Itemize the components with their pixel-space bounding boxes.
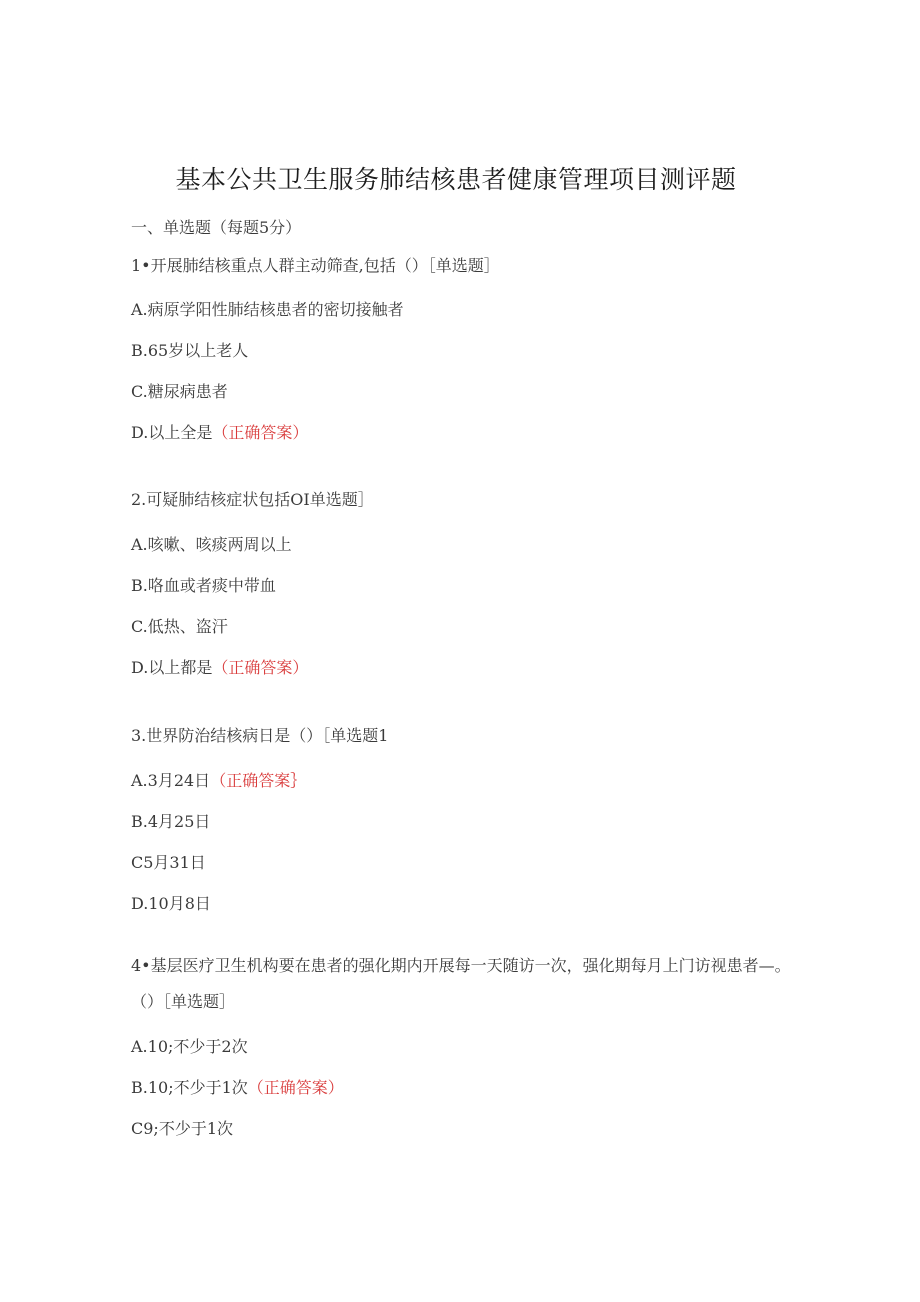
correct-answer-tag: （正确答案）	[212, 658, 309, 677]
question-1-option-c: C.糖尿病患者	[131, 382, 228, 401]
question-1-option-b: B.65岁以上老人	[131, 341, 249, 360]
question-4-stem: 4•基层医疗卫生机构要在患者的强化期内开展每一天随访一次，强化期每月上门访视患者—。（）［单选题］	[131, 956, 791, 1011]
option-text: A.3月24日	[131, 771, 211, 790]
question-4-option-c: C9;不少于1次	[131, 1119, 233, 1138]
question-1-option-a: A.病原学阳性肺结核患者的密切接触者	[131, 300, 404, 319]
question-2-option-b: B.咯血或者痰中带血	[131, 576, 276, 595]
question-2-stem: 2.可疑肺结核症状包括OI单选题］	[131, 490, 374, 509]
correct-answer-tag: （正确答案）	[212, 423, 309, 442]
question-4-option-a: A.10;不少于2次	[131, 1037, 248, 1056]
question-2-option-a: A.咳嗽、咳痰两周以上	[131, 535, 292, 554]
question-1-stem: 1•开展肺结核重点人群主动筛查,包括（）［单选题］	[131, 256, 500, 275]
question-1-option-d	[131, 423, 308, 443]
question-2-option-d	[131, 658, 308, 678]
question-3-stem: 3.世界防治结核病日是（）［单选题1	[131, 726, 389, 745]
section-heading: 一、单选题（每题5分）	[131, 218, 302, 237]
question-3-option-b: B.4月25日	[131, 812, 211, 831]
question-2-option-c: C.低热、盗汗	[131, 617, 228, 636]
correct-answer-tag: （正确答案｝	[210, 771, 307, 790]
option-text: B.10;不少于1次	[131, 1078, 248, 1097]
option-text: D.以上全是	[131, 423, 213, 442]
question-3-option-a	[131, 771, 306, 791]
option-text: D.以上都是	[131, 658, 213, 677]
question-3-option-d: D.10月8日	[131, 894, 211, 913]
question-3-option-c: C5月31日	[131, 853, 206, 872]
page-title: 基本公共卫生服务肺结核患者健康管理项目测评题	[175, 165, 737, 194]
correct-answer-tag: （正确答案）	[247, 1078, 344, 1097]
question-4-option-b	[131, 1078, 344, 1098]
